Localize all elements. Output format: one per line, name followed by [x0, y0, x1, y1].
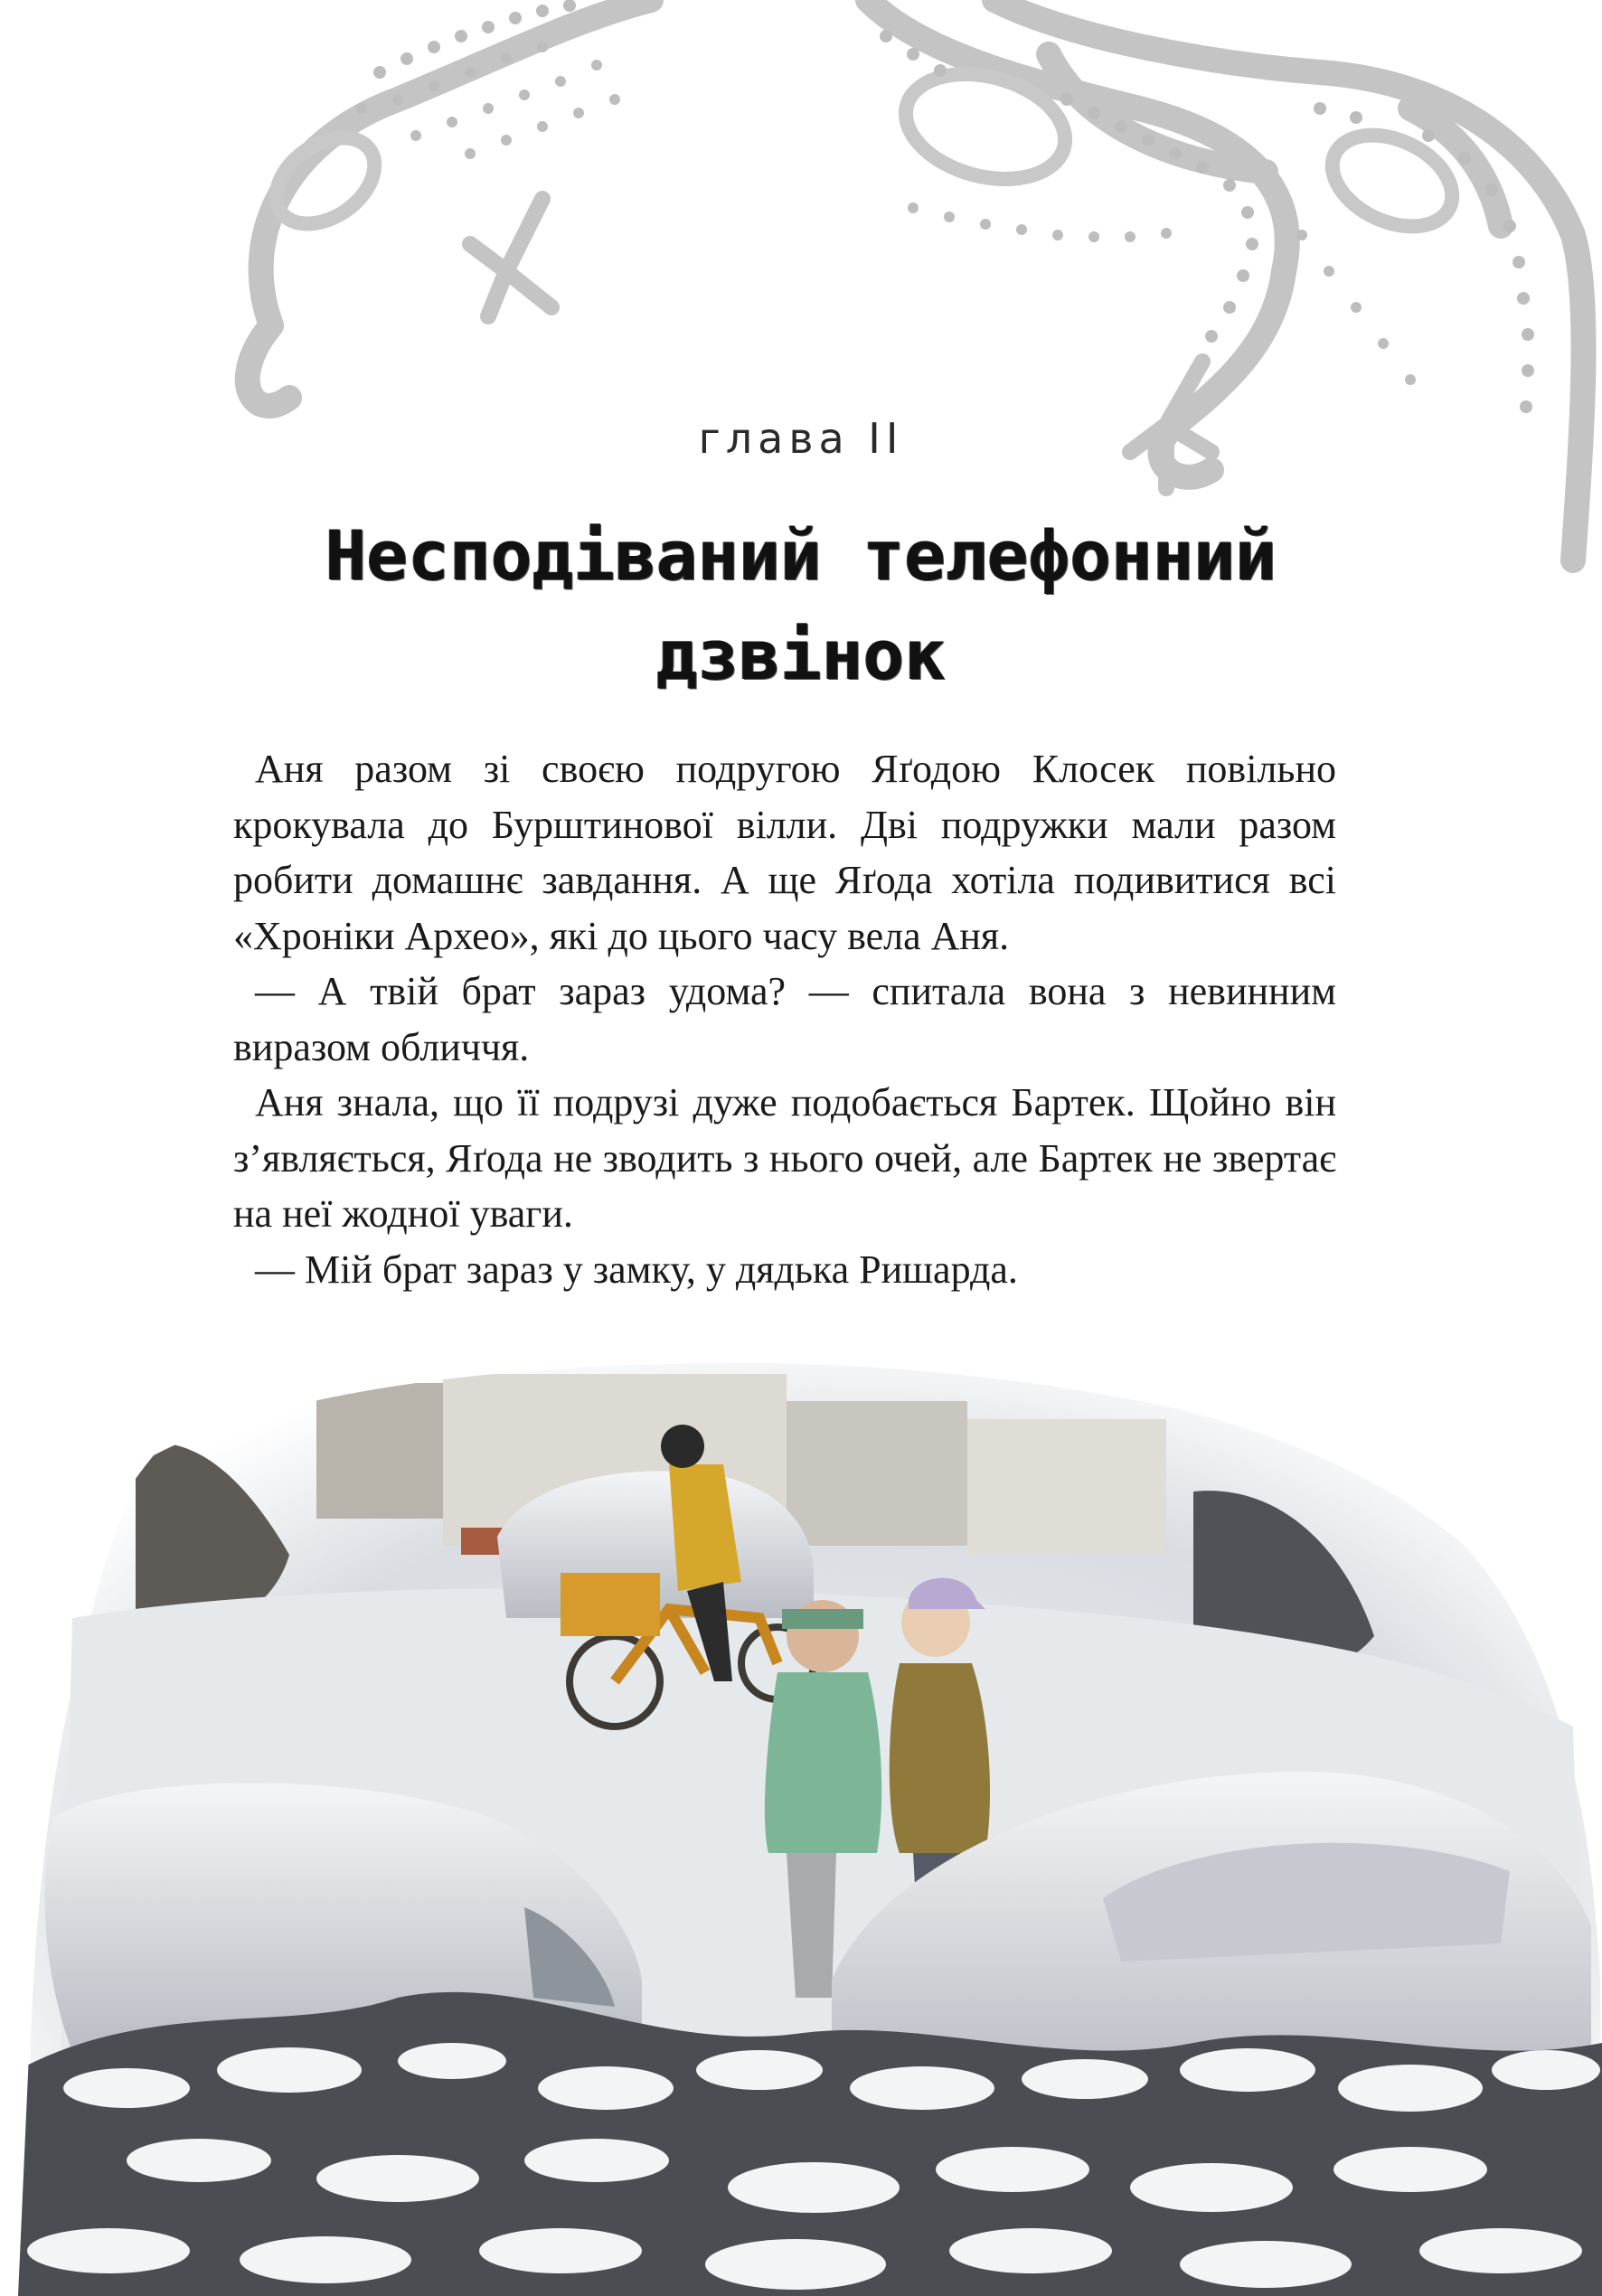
chapter-title-line-1: Несподіваний телефонний: [325, 515, 1277, 596]
winter-street-illustration: [18, 1347, 1602, 2296]
chapter-number: глава ІІ: [698, 414, 904, 463]
paragraph: — А твій брат зараз удома? — спитала вона з невинним виразом обличчя.: [233, 969, 1336, 1069]
body-text: [233, 741, 1336, 1297]
chapter-title-line-2: дзвінок: [655, 615, 947, 695]
paragraph: — Мій брат зараз у замку, у дядька Ришарда.: [255, 1247, 1018, 1292]
paragraph: Аня знала, що її подрузі дуже подобається Бартек. Щойно він з’являється, Яґода не зводить з нього очей, але Бартек не звертає на неї жодної уваги.: [233, 1080, 1336, 1236]
paragraph: Аня разом зі своєю подругою Яґодою Клосек повільно крокувала до Бурштинової вілли. Дві подружки мали разом робити домашнє завдання. А ще Яґода хотіла подивитися всі «Хроніки Археo», які до цього часу вела Аня.: [233, 747, 1336, 958]
chapter-title: [145, 506, 1457, 705]
